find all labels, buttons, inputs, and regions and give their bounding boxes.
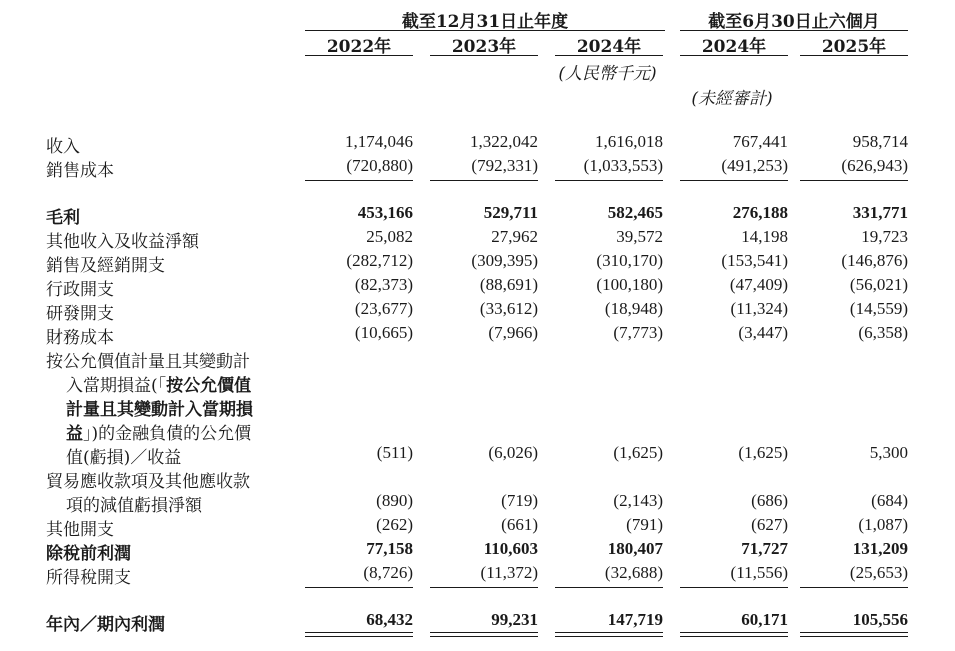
cell-row13-2022: 68,432 [366, 610, 413, 629]
header-group-annual-rule [305, 30, 665, 31]
cell-row6-2023: (33,612) [479, 299, 538, 318]
total-double-rule-2022 [305, 632, 413, 637]
subtotal-rule-cos-2023 [430, 180, 538, 181]
cell-row8-2023: (6,026) [488, 443, 538, 462]
cell-row2-2025-interim: 331,771 [852, 203, 908, 222]
cell-row4-2025-interim: (146,876) [841, 251, 908, 270]
cell-row0-2025-interim: 958,714 [852, 132, 908, 151]
cell-row11-2025-interim: 131,209 [852, 539, 908, 558]
cell-row8-2024-annual: (1,625) [613, 443, 663, 462]
cell-row6-2024-annual: (18,948) [604, 299, 663, 318]
cell-row10-2024-annual: (791) [626, 515, 663, 534]
cell-row11-2024-interim: 71,727 [741, 539, 788, 558]
row-label-other-expenses: 其他開支 [46, 520, 114, 540]
row-label-impairment-line2: 項的減值虧損淨額 [66, 496, 202, 516]
row-label-gross-profit: 毛利 [46, 208, 80, 228]
cell-row13-2024-interim: 60,171 [741, 610, 788, 629]
cell-row7-2023: (7,966) [488, 323, 538, 342]
cell-row6-2024-interim: (11,324) [730, 299, 788, 318]
cell-row13-2024-annual: 147,719 [607, 610, 663, 629]
year-rule-2024a [555, 55, 663, 56]
cell-row10-2022: (262) [376, 515, 413, 534]
total-double-rule-2024a [555, 632, 663, 637]
cell-row4-2024-interim: (153,541) [721, 251, 788, 270]
cell-row8-2022: (511) [376, 443, 413, 462]
cell-row8-2025-interim: 5,300 [869, 443, 908, 462]
cell-row11-2024-annual: 180,407 [607, 539, 663, 558]
cell-row3-2024-annual: 39,572 [616, 227, 663, 246]
cell-row11-2023: 110,603 [483, 539, 538, 558]
cell-row0-2024-interim: 767,441 [732, 132, 788, 151]
unaudited-note: (未經審計) [691, 89, 773, 109]
row-label-fvtpl-line3: 計量且其變動計入當期損 [66, 400, 253, 420]
year-rule-2024b [680, 55, 788, 56]
subtotal-rule-tax-2025 [800, 587, 908, 588]
cell-row6-2022: (23,677) [354, 299, 413, 318]
row-label-fvtpl-line5: 值(虧損)／收益 [66, 448, 182, 468]
cell-row5-2023: (88,691) [479, 275, 538, 294]
row-label-income-tax: 所得稅開支 [46, 568, 131, 588]
subtotal-rule-cos-2025 [800, 180, 908, 181]
year-header-2024-interim: 2024年 [701, 37, 767, 57]
row-label-fvtpl-line1: 按公允價值計量且其變動計 [46, 352, 250, 372]
row-label-profit-before-tax: 除稅前利潤 [46, 544, 131, 564]
year-rule-2022 [305, 55, 413, 56]
cell-row9-2023: (719) [501, 491, 538, 510]
total-double-rule-2023 [430, 632, 538, 637]
cell-row3-2024-interim: 14,198 [741, 227, 788, 246]
row-label-selling-expenses: 銷售及經銷開支 [46, 256, 165, 276]
cell-row2-2023: 529,711 [483, 203, 538, 222]
cell-row7-2022: (10,665) [354, 323, 413, 342]
cell-row0-2024-annual: 1,616,018 [595, 132, 663, 151]
subtotal-rule-tax-2024a [555, 587, 663, 588]
subtotal-rule-cos-2022 [305, 180, 413, 181]
cell-row4-2024-annual: (310,170) [596, 251, 663, 270]
row-label-finance-costs: 財務成本 [46, 328, 114, 348]
cell-row4-2023: (309,395) [471, 251, 538, 270]
row-label-cost-of-sales: 銷售成本 [46, 161, 114, 181]
header-group-interim-rule [680, 30, 908, 31]
row-label-rd-expenses: 研發開支 [46, 304, 114, 324]
cell-row11-2022: 77,158 [366, 539, 413, 558]
cell-row1-2024-annual: (1,033,553) [583, 156, 663, 175]
cell-row2-2024-interim: 276,188 [732, 203, 788, 222]
cell-row3-2023: 27,962 [491, 227, 538, 246]
cell-row10-2023: (661) [501, 515, 538, 534]
cell-row9-2024-interim: (686) [751, 491, 788, 510]
cell-row5-2024-annual: (100,180) [596, 275, 663, 294]
total-double-rule-2024b [680, 632, 788, 637]
row-label-fvtpl-line4: 益」)的金融負債的公允價 [66, 424, 252, 444]
subtotal-rule-tax-2023 [430, 587, 538, 588]
total-double-rule-2025 [800, 632, 908, 637]
header-group-interim: 截至6月30日止六個月 [708, 12, 880, 32]
cell-row3-2025-interim: 19,723 [861, 227, 908, 246]
cell-row1-2024-interim: (491,253) [721, 156, 788, 175]
cell-row2-2024-annual: 582,465 [607, 203, 663, 222]
cell-row10-2025-interim: (1,087) [858, 515, 908, 534]
subtotal-rule-cos-2024a [555, 180, 663, 181]
year-rule-2023 [430, 55, 538, 56]
cell-row6-2025-interim: (14,559) [849, 299, 908, 318]
subtotal-rule-cos-2024b [680, 180, 788, 181]
cell-row12-2024-interim: (11,556) [730, 563, 788, 582]
subtotal-rule-tax-2022 [305, 587, 413, 588]
header-group-annual: 截至12月31日止年度 [401, 12, 569, 32]
cell-row4-2022: (282,712) [346, 251, 413, 270]
subtotal-rule-tax-2024b [680, 587, 788, 588]
cell-row0-2023: 1,322,042 [470, 132, 538, 151]
year-rule-2025 [800, 55, 908, 56]
year-header-2023: 2023年 [451, 37, 517, 57]
cell-row7-2024-interim: (3,447) [738, 323, 788, 342]
cell-row13-2023: 99,231 [491, 610, 538, 629]
row-label-admin-expenses: 行政開支 [46, 280, 114, 300]
currency-note: (人民幣千元) [558, 64, 657, 84]
year-header-2022: 2022年 [326, 37, 392, 57]
cell-row1-2023: (792,331) [471, 156, 538, 175]
cell-row5-2022: (82,373) [354, 275, 413, 294]
cell-row10-2024-interim: (627) [751, 515, 788, 534]
cell-row13-2025-interim: 105,556 [852, 610, 908, 629]
year-header-2024-annual: 2024年 [576, 37, 642, 57]
cell-row3-2022: 25,082 [366, 227, 413, 246]
row-label-other-income: 其他收入及收益淨額 [46, 232, 199, 252]
cell-row8-2024-interim: (1,625) [738, 443, 788, 462]
row-label-revenue: 收入 [46, 137, 80, 157]
row-label-profit-for-period: 年內／期內利潤 [46, 615, 165, 635]
cell-row12-2024-annual: (32,688) [604, 563, 663, 582]
cell-row9-2025-interim: (684) [871, 491, 908, 510]
cell-row0-2022: 1,174,046 [345, 132, 413, 151]
cell-row12-2022: (8,726) [363, 563, 413, 582]
cell-row1-2022: (720,880) [346, 156, 413, 175]
cell-row2-2022: 453,166 [357, 203, 413, 222]
row-label-fvtpl-line2: 入當期損益(「按公允價值 [66, 376, 252, 396]
year-header-2025-interim: 2025年 [821, 37, 887, 57]
cell-row9-2022: (890) [376, 491, 413, 510]
cell-row1-2025-interim: (626,943) [841, 156, 908, 175]
cell-row7-2024-annual: (7,773) [613, 323, 663, 342]
cell-row12-2025-interim: (25,653) [849, 563, 908, 582]
row-label-impairment-line1: 貿易應收款項及其他應收款 [46, 472, 250, 492]
cell-row12-2023: (11,372) [480, 563, 538, 582]
cell-row7-2025-interim: (6,358) [858, 323, 908, 342]
cell-row5-2025-interim: (56,021) [849, 275, 908, 294]
cell-row9-2024-annual: (2,143) [613, 491, 663, 510]
cell-row5-2024-interim: (47,409) [729, 275, 788, 294]
